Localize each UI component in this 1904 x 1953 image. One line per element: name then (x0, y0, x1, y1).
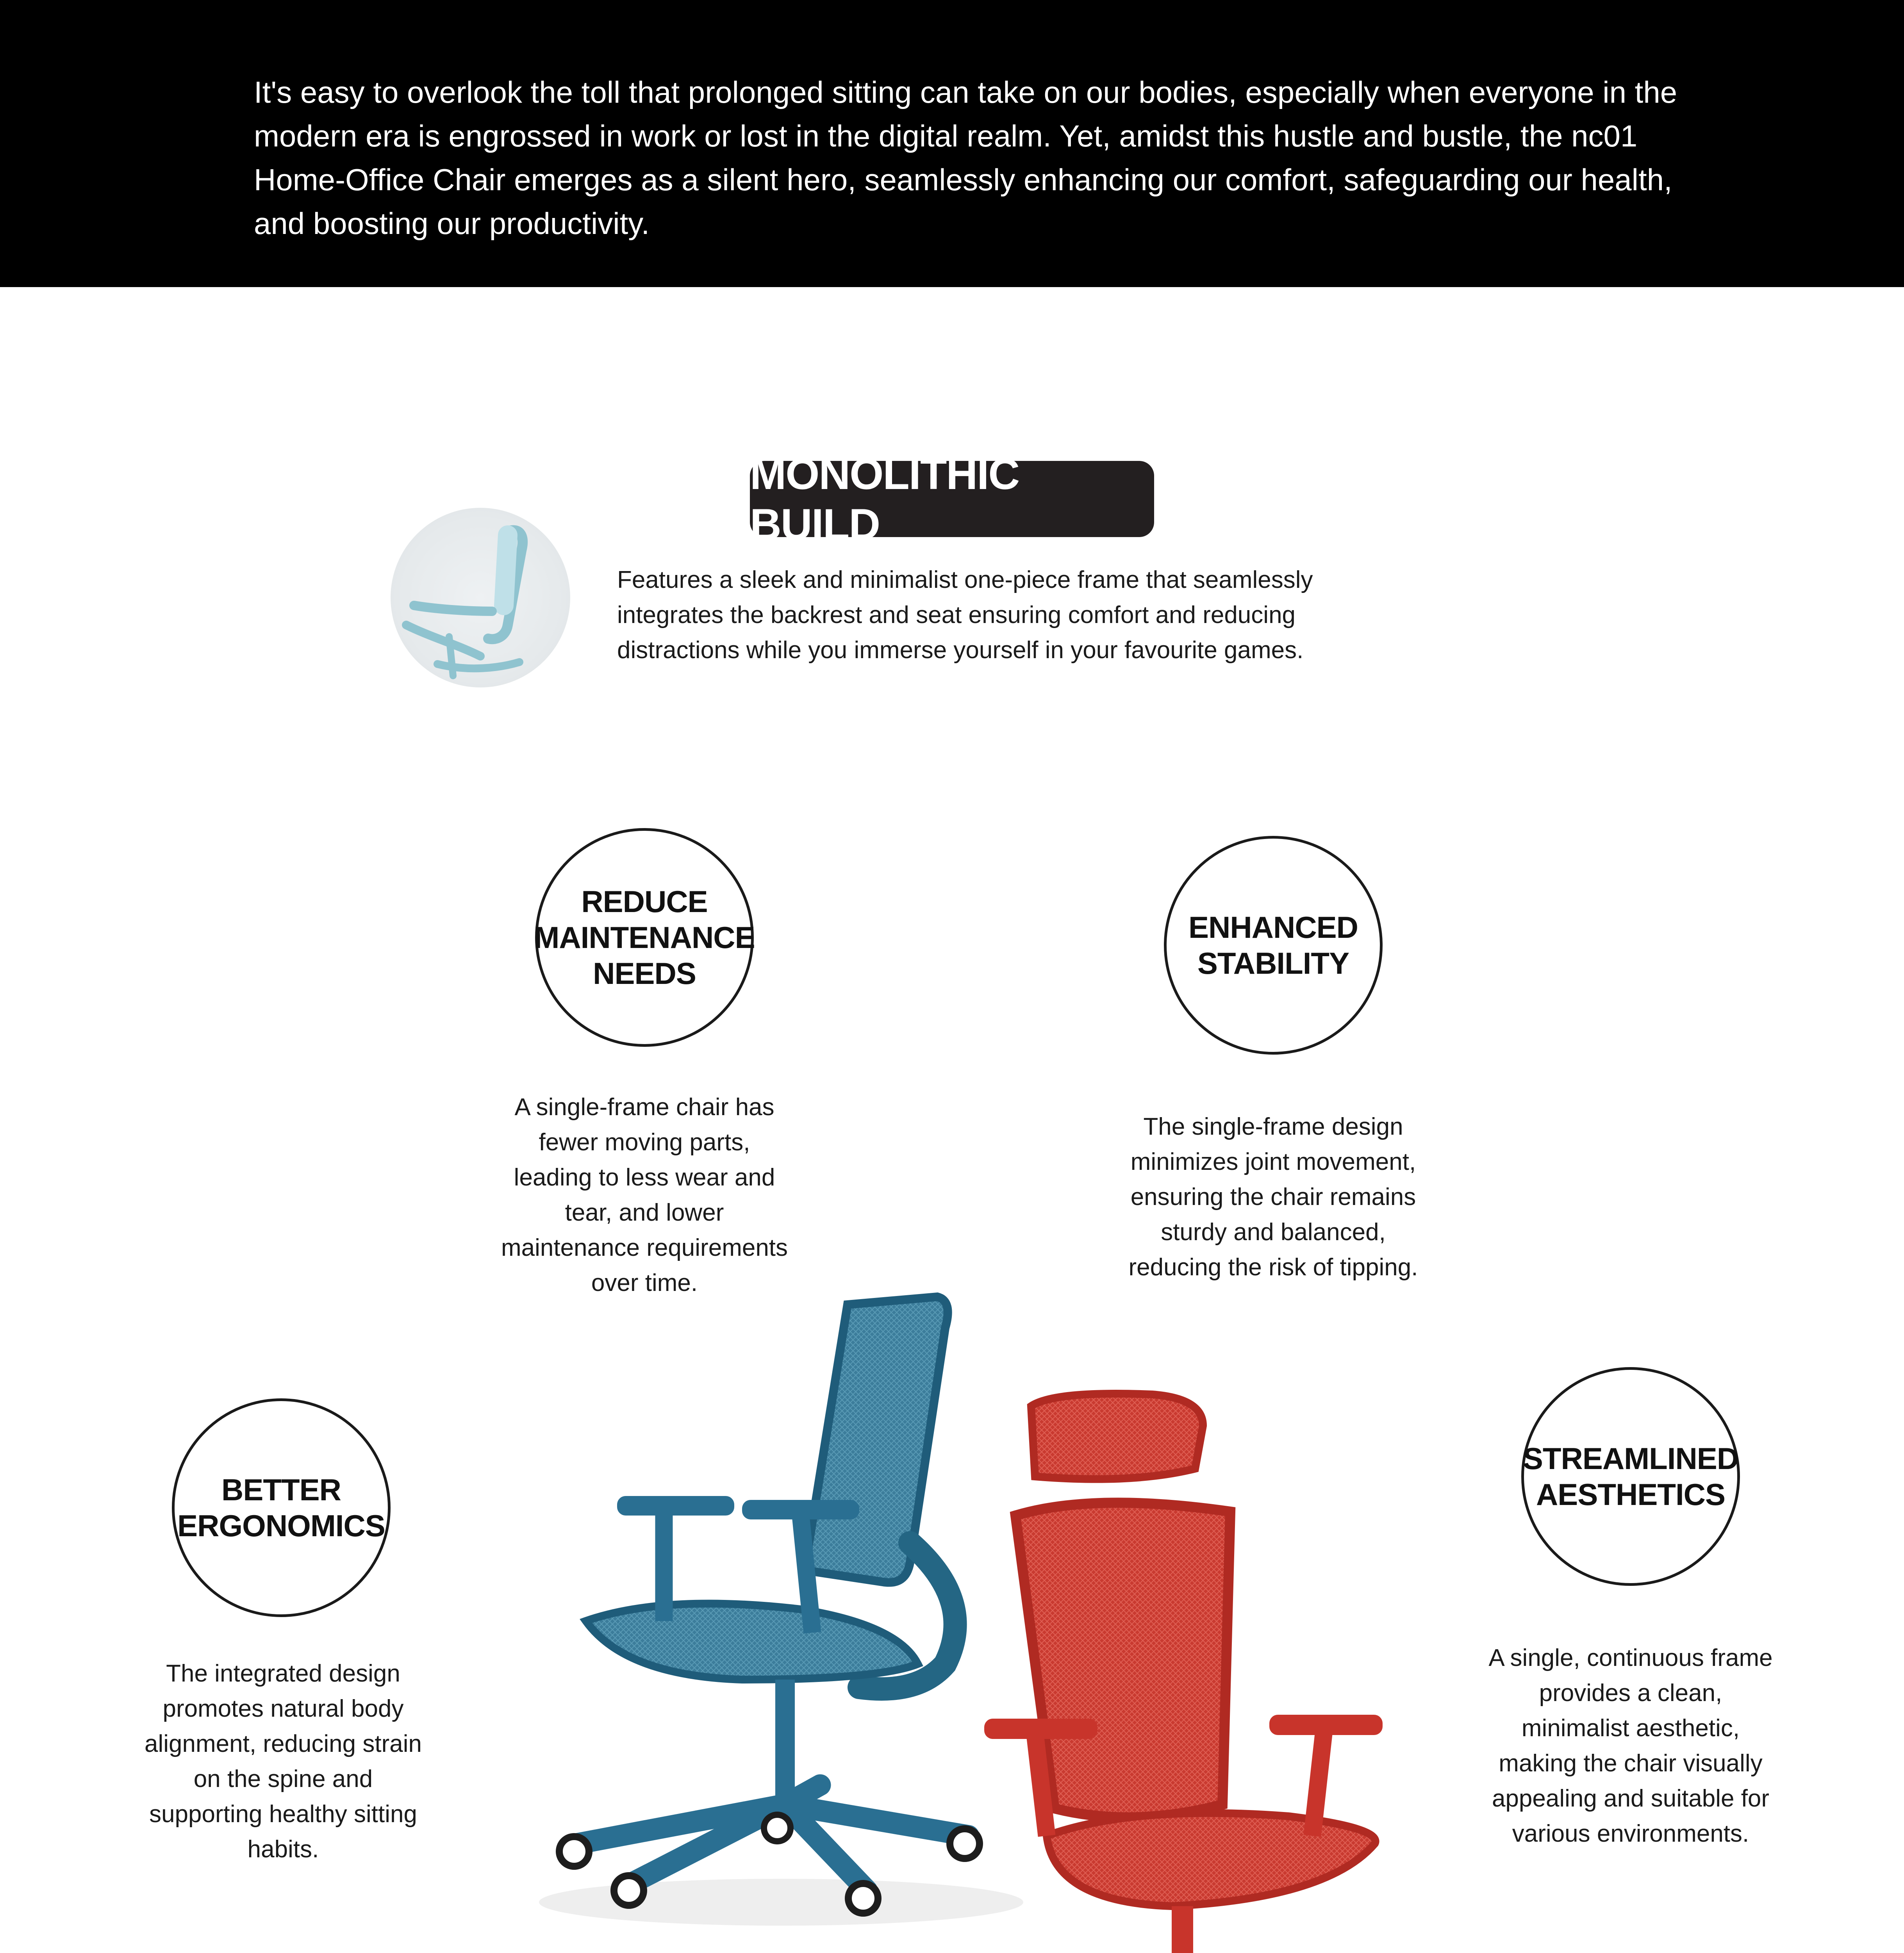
enhanced-stability-circle (1164, 836, 1383, 1055)
better-ergonomics-description: The integrated design promotes natural body alignment, reducing strain on the spine and supporting healthy sitting habits. (145, 1660, 422, 1863)
enhanced-stability-description: The single-frame design minimizes joint movement, ensuring the chair remains sturdy and balanced, reducing the risk of tipping. (1128, 1113, 1418, 1281)
mini-chair-thumbnail (391, 508, 570, 687)
reduce-maintenance-description: A single-frame chair has fewer moving parts, leading to less wear and tear, and lower maintenance requirements over time. (501, 1094, 788, 1296)
blue-chair (539, 1297, 1023, 1926)
better-ergonomics-title: BETTER ERGONOMICS (177, 1473, 385, 1543)
streamlined-aesthetics-description: A single, continuous frame provides a clean, minimalist aesthetic, making the chair visually appealing and suitable for various environments. (1488, 1644, 1773, 1847)
reduce-maintenance-circle (535, 828, 754, 1047)
streamlined-aesthetics-title: STREAMLINED AESTHETICS (1522, 1441, 1739, 1512)
banner-intro-text: It's easy to overlook the toll that prolonged sitting can take on our bodies, especially when everyone in the modern era is engrossed in work or lost in the digital realm. Yet, amidst this hustle and bustle, the nc01 Home-Office Chair emerges as a silent hero, seamlessly enhancing our comfort, safeguarding our health, and boosting our productivity. (254, 75, 1677, 241)
monolithic-build-description: Features a sleek and minimalist one-piece frame that seamlessly integrates the backrest and seat ensuring comfort and reducing distractions while you immerse yourself in your favourite games. (617, 566, 1313, 664)
monolithic-build-heading: MONOLITHIC BUILD (750, 461, 1154, 537)
reduce-maintenance-title: REDUCE MAINTENANCE NEEDS (534, 884, 755, 991)
enhanced-stability-title: ENHANCED STABILITY (1188, 910, 1358, 980)
mini-chair-icon (391, 508, 570, 687)
top-banner (0, 0, 1904, 287)
streamlined-aesthetics-circle (1521, 1367, 1740, 1586)
better-ergonomics-circle (172, 1398, 391, 1617)
red-chair (933, 1394, 1418, 1953)
